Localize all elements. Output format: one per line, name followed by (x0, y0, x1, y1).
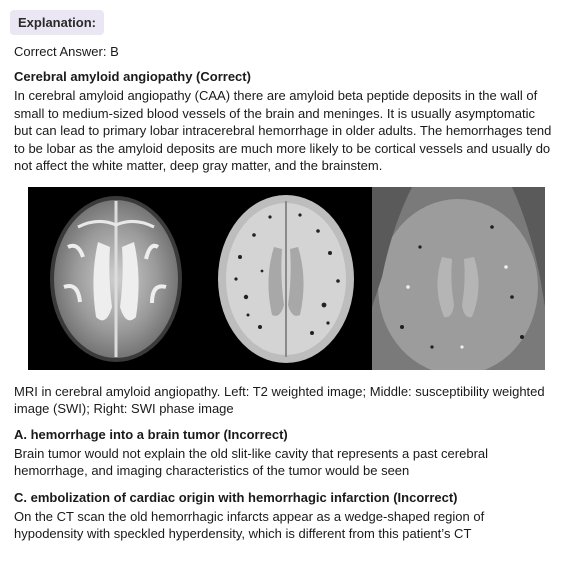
swi-phase-image (372, 187, 545, 370)
swi-mri-image (200, 187, 372, 370)
section-body-caa: In cerebral amyloid angiopathy (CAA) there are amyloid beta peptide deposits in the wall of small to medium-sized blood vessels of the brain and meninges. It is usually asymptomatic but can lead to primary lobar intracerebral hemorrhage in older adults. The hemorrhages tend to be lobar as the amyloid deposits are much more likely to be cortical vessels and usually do not affect the white matter, deep gray matter, and the brainstem. (14, 88, 552, 173)
correct-answer: Correct Answer: B (14, 44, 119, 59)
mri-figure (28, 187, 545, 370)
section-title-option-c: C. embolization of cardiac origin with hemorrhagic infarction (Incorrect) (14, 489, 458, 505)
t2-mri-image (28, 187, 200, 370)
figure-caption: MRI in cerebral amyloid angiopathy. Left: T2 weighted image; Middle: susceptibility weighted image (SWI); Right: SWI phase image (14, 383, 545, 416)
section-body-option-c: On the CT scan the old hemorrhagic infarcts appear as a wedge-shaped region of hypodensity with speckled hyperdensity, which is different from this patient’s CT (14, 508, 485, 541)
section-body-option-a: Brain tumor would not explain the old slit-like cavity that represents a past cerebral hemorrhage, and imaging characteristics of the tumor would be seen (14, 445, 489, 478)
section-title-option-a: A. hemorrhage into a brain tumor (Incorrect) (14, 426, 288, 442)
explanation-badge: Explanation: (10, 10, 104, 35)
section-title-caa: Cerebral amyloid angiopathy (Correct) (14, 69, 251, 84)
